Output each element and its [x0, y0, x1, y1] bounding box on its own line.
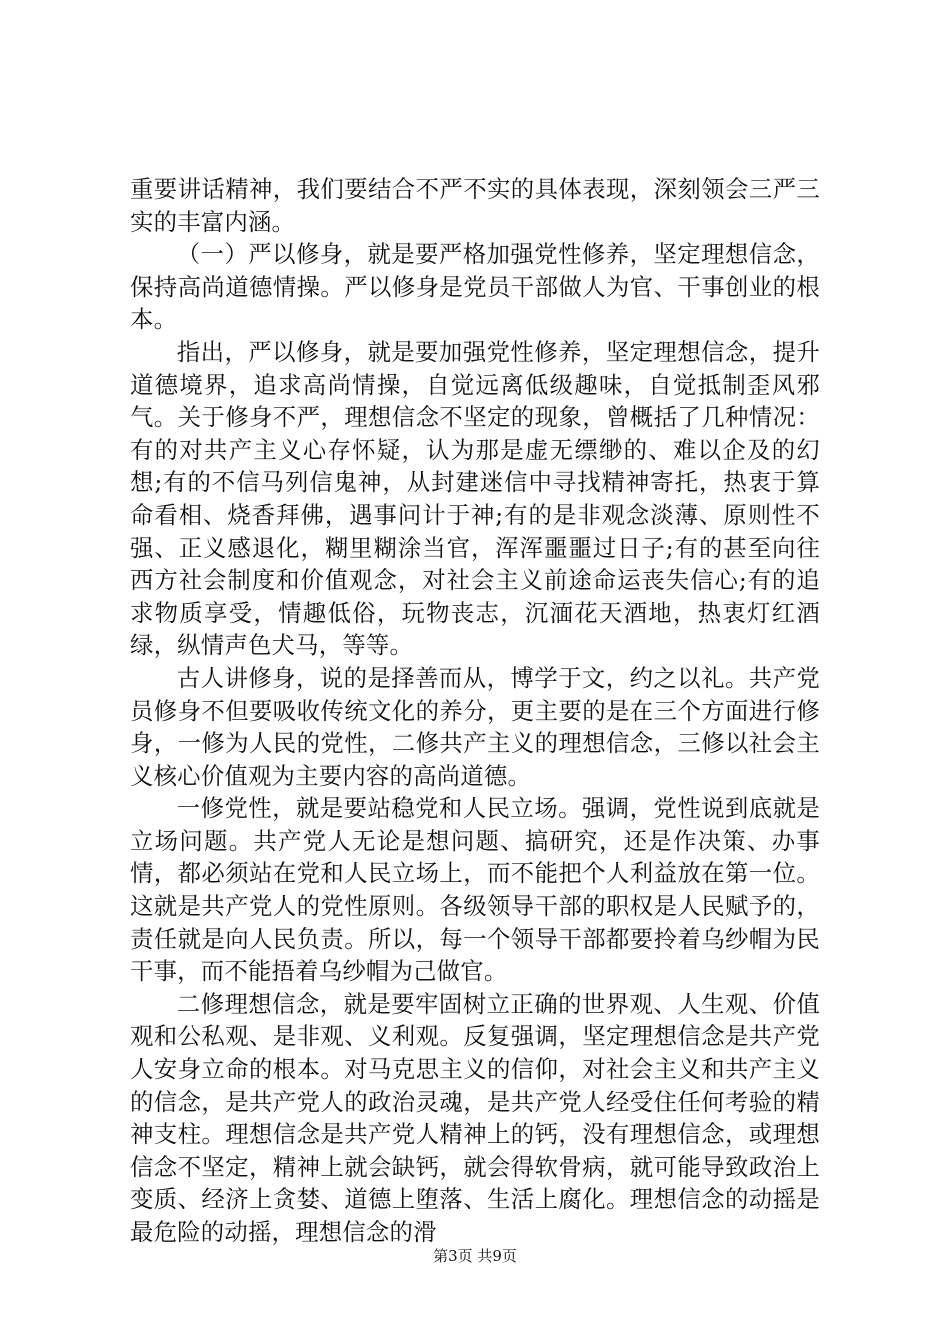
paragraph-5: 一修党性，就是要站稳党和人民立场。强调，党性说到底就是立场问题。共产党人无论是想问题、搞研究，还是作决策、办事情，都必须站在党和人民立场上，而不能把个人利益放在第一位。这就是共产党人的党性原则。各级领导干部的职权是人民赋予的，责任就是向人民负责。所以，每一个领导干部都要拎着乌纱帽为民干事，而不能捂着乌纱帽为己做官。 — [130, 794, 820, 986]
paragraph-6: 二修理想信念，就是要牢固树立正确的世界观、人生观、价值观和公私观、是非观、义利观。反复强调，坚定理想信念是共产党人安身立命的根本。对马克思主义的信仰，对社会主义和共产主义的信念，是共产党人的政治灵魂，是共产党人经受住任何考验的精神支柱。理想信念是共产党人精神上的钙，没有理想信念，或理想信念不坚定，精神上就会缺钙，就会得软骨病，就可能导致政治上变质、经济上贪婪、道德上堕落、生活上腐化。理想信念的动摇是最危险的动摇，理想信念的滑 — [130, 989, 820, 1246]
document-body — [130, 173, 820, 1249]
paragraph-3: 指出，严以修身，就是要加强党性修养，坚定理想信念，提升道德境界，追求高尚情操，自觉远离低级趣味，自觉抵制歪风邪气。关于修身不严，理想信念不坚定的现象，曾概括了几种情况：有的对共产主义心存怀疑，认为那是虚无缥缈的、难以企及的幻想;有的不信马列信鬼神，从封建迷信中寻找精神寄托，热衷于算命看相、烧香拜佛，遇事问计于神;有的是非观念淡薄、原则性不强、正义感退化，糊里糊涂当官，浑浑噩噩过日子;有的甚至向往西方社会制度和价值观念，对社会主义前途命运丧失信心;有的追求物质享受，情趣低俗，玩物丧志，沉湎花天酒地，热衷灯红酒绿，纵情声色犬马，等等。 — [130, 337, 820, 660]
page-footer: 第3页 共9页 — [433, 1247, 517, 1265]
paragraph-2: （一）严以修身，就是要严格加强党性修养，坚定理想信念，保持高尚道德情操。严以修身是党员干部做人为官、干事创业的根本。 — [130, 240, 820, 334]
paragraph-1: 重要讲话精神，我们要结合不严不实的具体表现，深刻领会三严三实的丰富内涵。 — [130, 175, 820, 236]
paragraph-4: 古人讲修身，说的是择善而从，博学于文，约之以礼。共产党员修身不但要吸收传统文化的养分，更主要的是在三个方面进行修身，一修为人民的党性，二修共产主义的理想信念，三修以社会主义核心价值观为主要内容的高尚道德。 — [130, 663, 820, 790]
